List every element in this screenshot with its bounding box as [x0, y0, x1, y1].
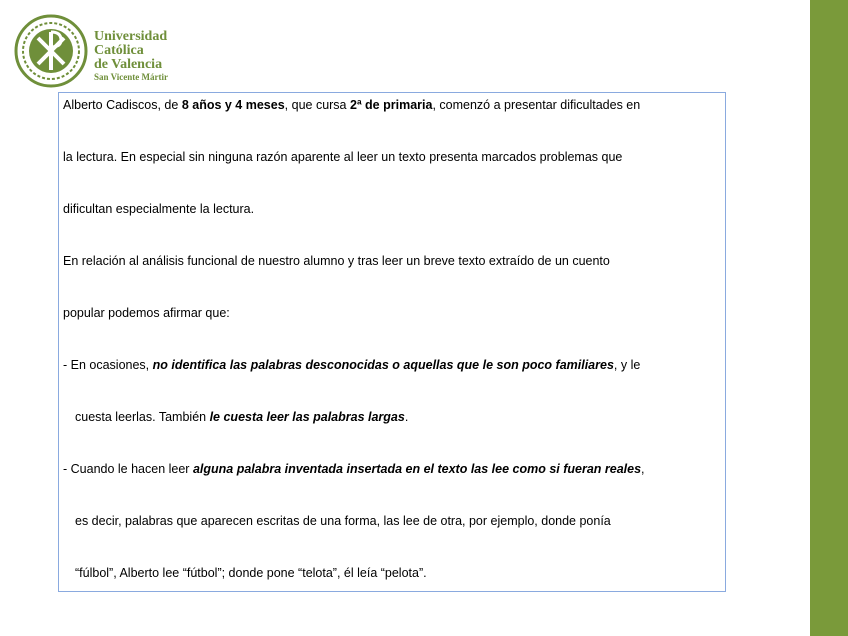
emphasis-text: no identifica las palabras desconocidas o aquellas que le son poco familiares: [152, 358, 614, 372]
text-span: cuesta leerlas. También: [75, 410, 210, 424]
text-span: “fúlbol”, Alberto lee “fútbol”; donde pone “telota”, él leía “pelota”.: [75, 566, 427, 580]
bullet-line-1-cont: [75, 409, 719, 425]
side-accent-bar: [810, 0, 848, 636]
logo-line-4: San Vicente Mártir: [94, 72, 168, 82]
paragraph-line-4: [63, 253, 719, 269]
text-span: popular podemos afirmar que:: [63, 306, 230, 320]
logo-line-1: Universidad: [94, 29, 168, 44]
text-span: , y le: [613, 358, 641, 372]
text-span: - En ocasiones,: [63, 358, 153, 372]
paragraph-line-2: [63, 149, 719, 165]
age-highlight: 8 años y 4 meses: [181, 98, 285, 112]
bullet-line-2-end: [75, 565, 719, 581]
bullet-line-2: [63, 461, 719, 477]
text-span: .: [404, 410, 409, 424]
content-box: [58, 92, 726, 592]
university-seal-icon: [14, 14, 90, 90]
paragraph-line-1: [63, 97, 719, 113]
text-span: , que cursa: [284, 98, 350, 112]
text-span: es decir, palabras que aparecen escritas de una forma, las lee de otra, por ejemplo, donde ponía: [75, 514, 611, 528]
text-span: Alberto Cadiscos, de: [63, 98, 182, 112]
grade-highlight: 2ª de primaria: [350, 98, 433, 112]
bullet-line-2-cont: [75, 513, 719, 529]
paragraph-line-5: [63, 305, 719, 321]
emphasis-text: le cuesta leer las palabras largas: [209, 410, 405, 424]
logo-line-3: de Valencia: [94, 57, 163, 72]
logo-line-2: Católica: [94, 43, 144, 58]
university-logo: [14, 14, 184, 86]
text-span: , comenzó a presentar dificultades en: [432, 98, 641, 112]
bullet-line-1: [63, 357, 719, 373]
emphasis-text: alguna palabra inventada insertada en el texto las lee como si fueran reales: [192, 462, 642, 476]
paragraph-line-3: [63, 201, 719, 217]
text-span: la lectura. En especial sin ninguna razón aparente al leer un texto presenta marcados problemas que: [63, 150, 623, 164]
text-span: ,: [641, 462, 645, 476]
text-span: dificultan especialmente la lectura.: [63, 202, 255, 216]
text-span: - Cuando le hacen leer: [63, 462, 193, 476]
text-span: En relación al análisis funcional de nuestro alumno y tras leer un breve texto extraído de un cuento: [63, 254, 610, 268]
